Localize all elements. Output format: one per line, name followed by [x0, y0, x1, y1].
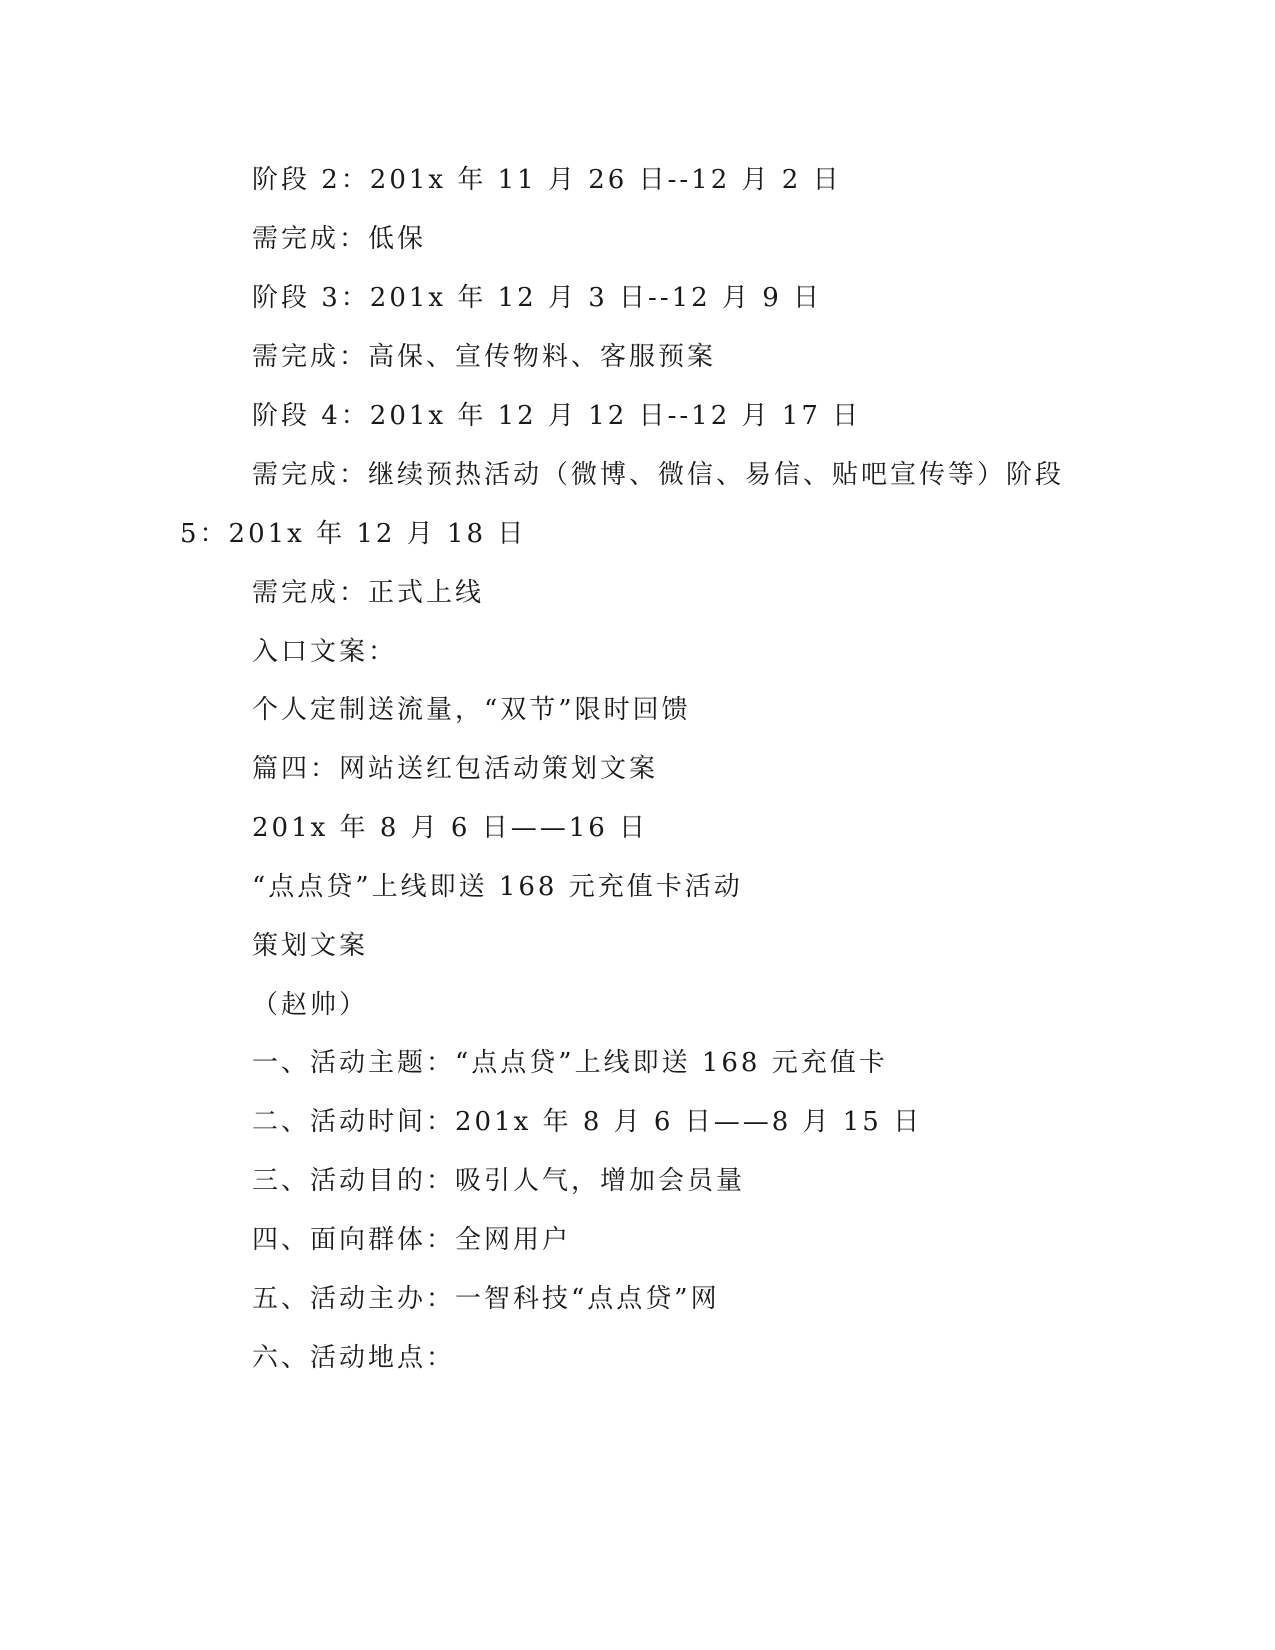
stage-4-task-line: 需完成：继续预热活动（微博、微信、易信、贴吧宣传等）阶段	[252, 460, 1065, 490]
entry-copy-heading: 入口文案：	[252, 637, 398, 667]
activity-theme-line: 一、活动主题：“点点贷”上线即送 168 元充值卡	[252, 1048, 888, 1078]
stage-3-task-line: 需完成：高保、宣传物料、客服预案	[252, 342, 717, 372]
activity-location-line: 六、活动地点：	[252, 1343, 456, 1373]
stage-2-line: 阶段 2：201x 年 11 月 26 日--12 月 2 日	[252, 165, 842, 195]
stage-4-line: 阶段 4：201x 年 12 月 12 日--12 月 17 日	[252, 401, 862, 431]
entry-copy-text: 个人定制送流量，“双节”限时回馈	[252, 695, 691, 725]
date-range-line: 201x 年 8 月 6 日——16 日	[252, 813, 649, 843]
activity-title-line: “点点贷”上线即送 168 元充值卡活动	[252, 872, 743, 902]
stage-5-task-line: 需完成：正式上线	[252, 578, 485, 608]
stage-2-task-line: 需完成：低保	[252, 224, 427, 254]
section-four-title: 篇四：网站送红包活动策划文案	[252, 754, 659, 784]
stage-5-line: 5：201x 年 12 月 18 日	[180, 519, 527, 549]
target-group-line: 四、面向群体：全网用户	[252, 1225, 572, 1255]
planning-copy-line: 策划文案	[252, 931, 369, 961]
organizer-line: 五、活动主办：一智科技“点点贷”网	[252, 1284, 720, 1314]
activity-purpose-line: 三、活动目的：吸引人气，增加会员量	[252, 1166, 746, 1196]
activity-time-line: 二、活动时间：201x 年 8 月 6 日——8 月 15 日	[252, 1107, 923, 1137]
stage-3-line: 阶段 3：201x 年 12 月 3 日--12 月 9 日	[252, 283, 823, 313]
author-line: （赵帅）	[252, 990, 369, 1020]
